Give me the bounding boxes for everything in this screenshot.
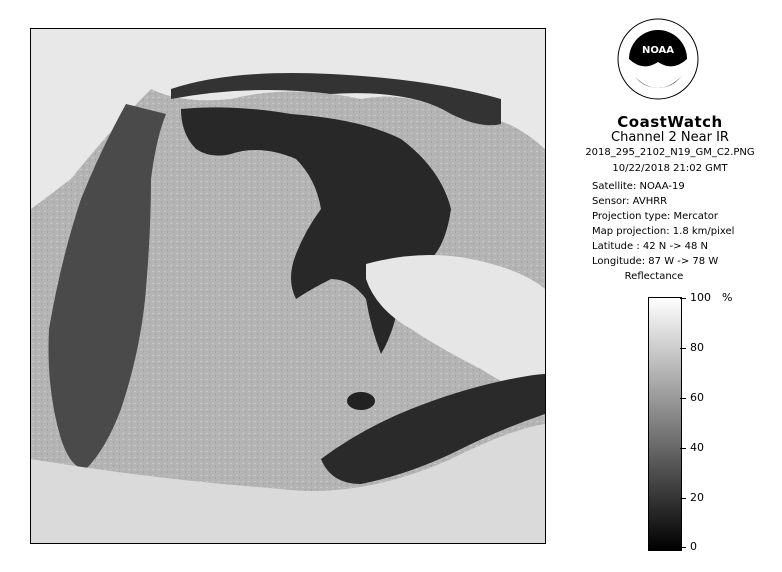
legend-title: Reflectance bbox=[624, 271, 684, 282]
tick-mark bbox=[680, 547, 686, 548]
legend-unit: % bbox=[722, 291, 733, 304]
logo-text: NOAA bbox=[641, 45, 675, 56]
tick-mark bbox=[680, 498, 686, 499]
satellite-map bbox=[30, 28, 546, 544]
metadata-sensor: Sensor: AVHRR bbox=[592, 196, 668, 207]
tick-label: 80 bbox=[690, 341, 704, 354]
tick-label: 100 bbox=[690, 291, 711, 304]
colorbar bbox=[648, 297, 682, 551]
metadata-projection-type: Projection type: Mercator bbox=[592, 211, 718, 222]
tick-mark bbox=[680, 298, 686, 299]
metadata-longitude: Longitude: 87 W -> 78 W bbox=[592, 256, 719, 267]
tick-label: 0 bbox=[690, 540, 697, 553]
map-image bbox=[31, 29, 545, 543]
tick-mark bbox=[680, 448, 686, 449]
channel-label: Channel 2 Near IR bbox=[611, 130, 729, 145]
tick-mark bbox=[680, 398, 686, 399]
filename: 2018_295_2102_N19_GM_C2.PNG bbox=[585, 147, 755, 158]
lake-st-clair bbox=[347, 392, 375, 410]
tick-label: 40 bbox=[690, 441, 704, 454]
metadata-satellite: Satellite: NOAA-19 bbox=[592, 181, 685, 192]
noaa-seal-icon bbox=[617, 18, 699, 100]
datetime: 10/22/2018 21:02 GMT bbox=[612, 163, 728, 174]
tick-label: 60 bbox=[690, 391, 704, 404]
tick-mark bbox=[680, 348, 686, 349]
tick-label: 20 bbox=[690, 491, 704, 504]
metadata-latitude: Latitude : 42 N -> 48 N bbox=[592, 241, 709, 252]
app-title: CoastWatch bbox=[617, 113, 723, 131]
metadata-map-projection: Map projection: 1.8 km/pixel bbox=[592, 226, 735, 237]
